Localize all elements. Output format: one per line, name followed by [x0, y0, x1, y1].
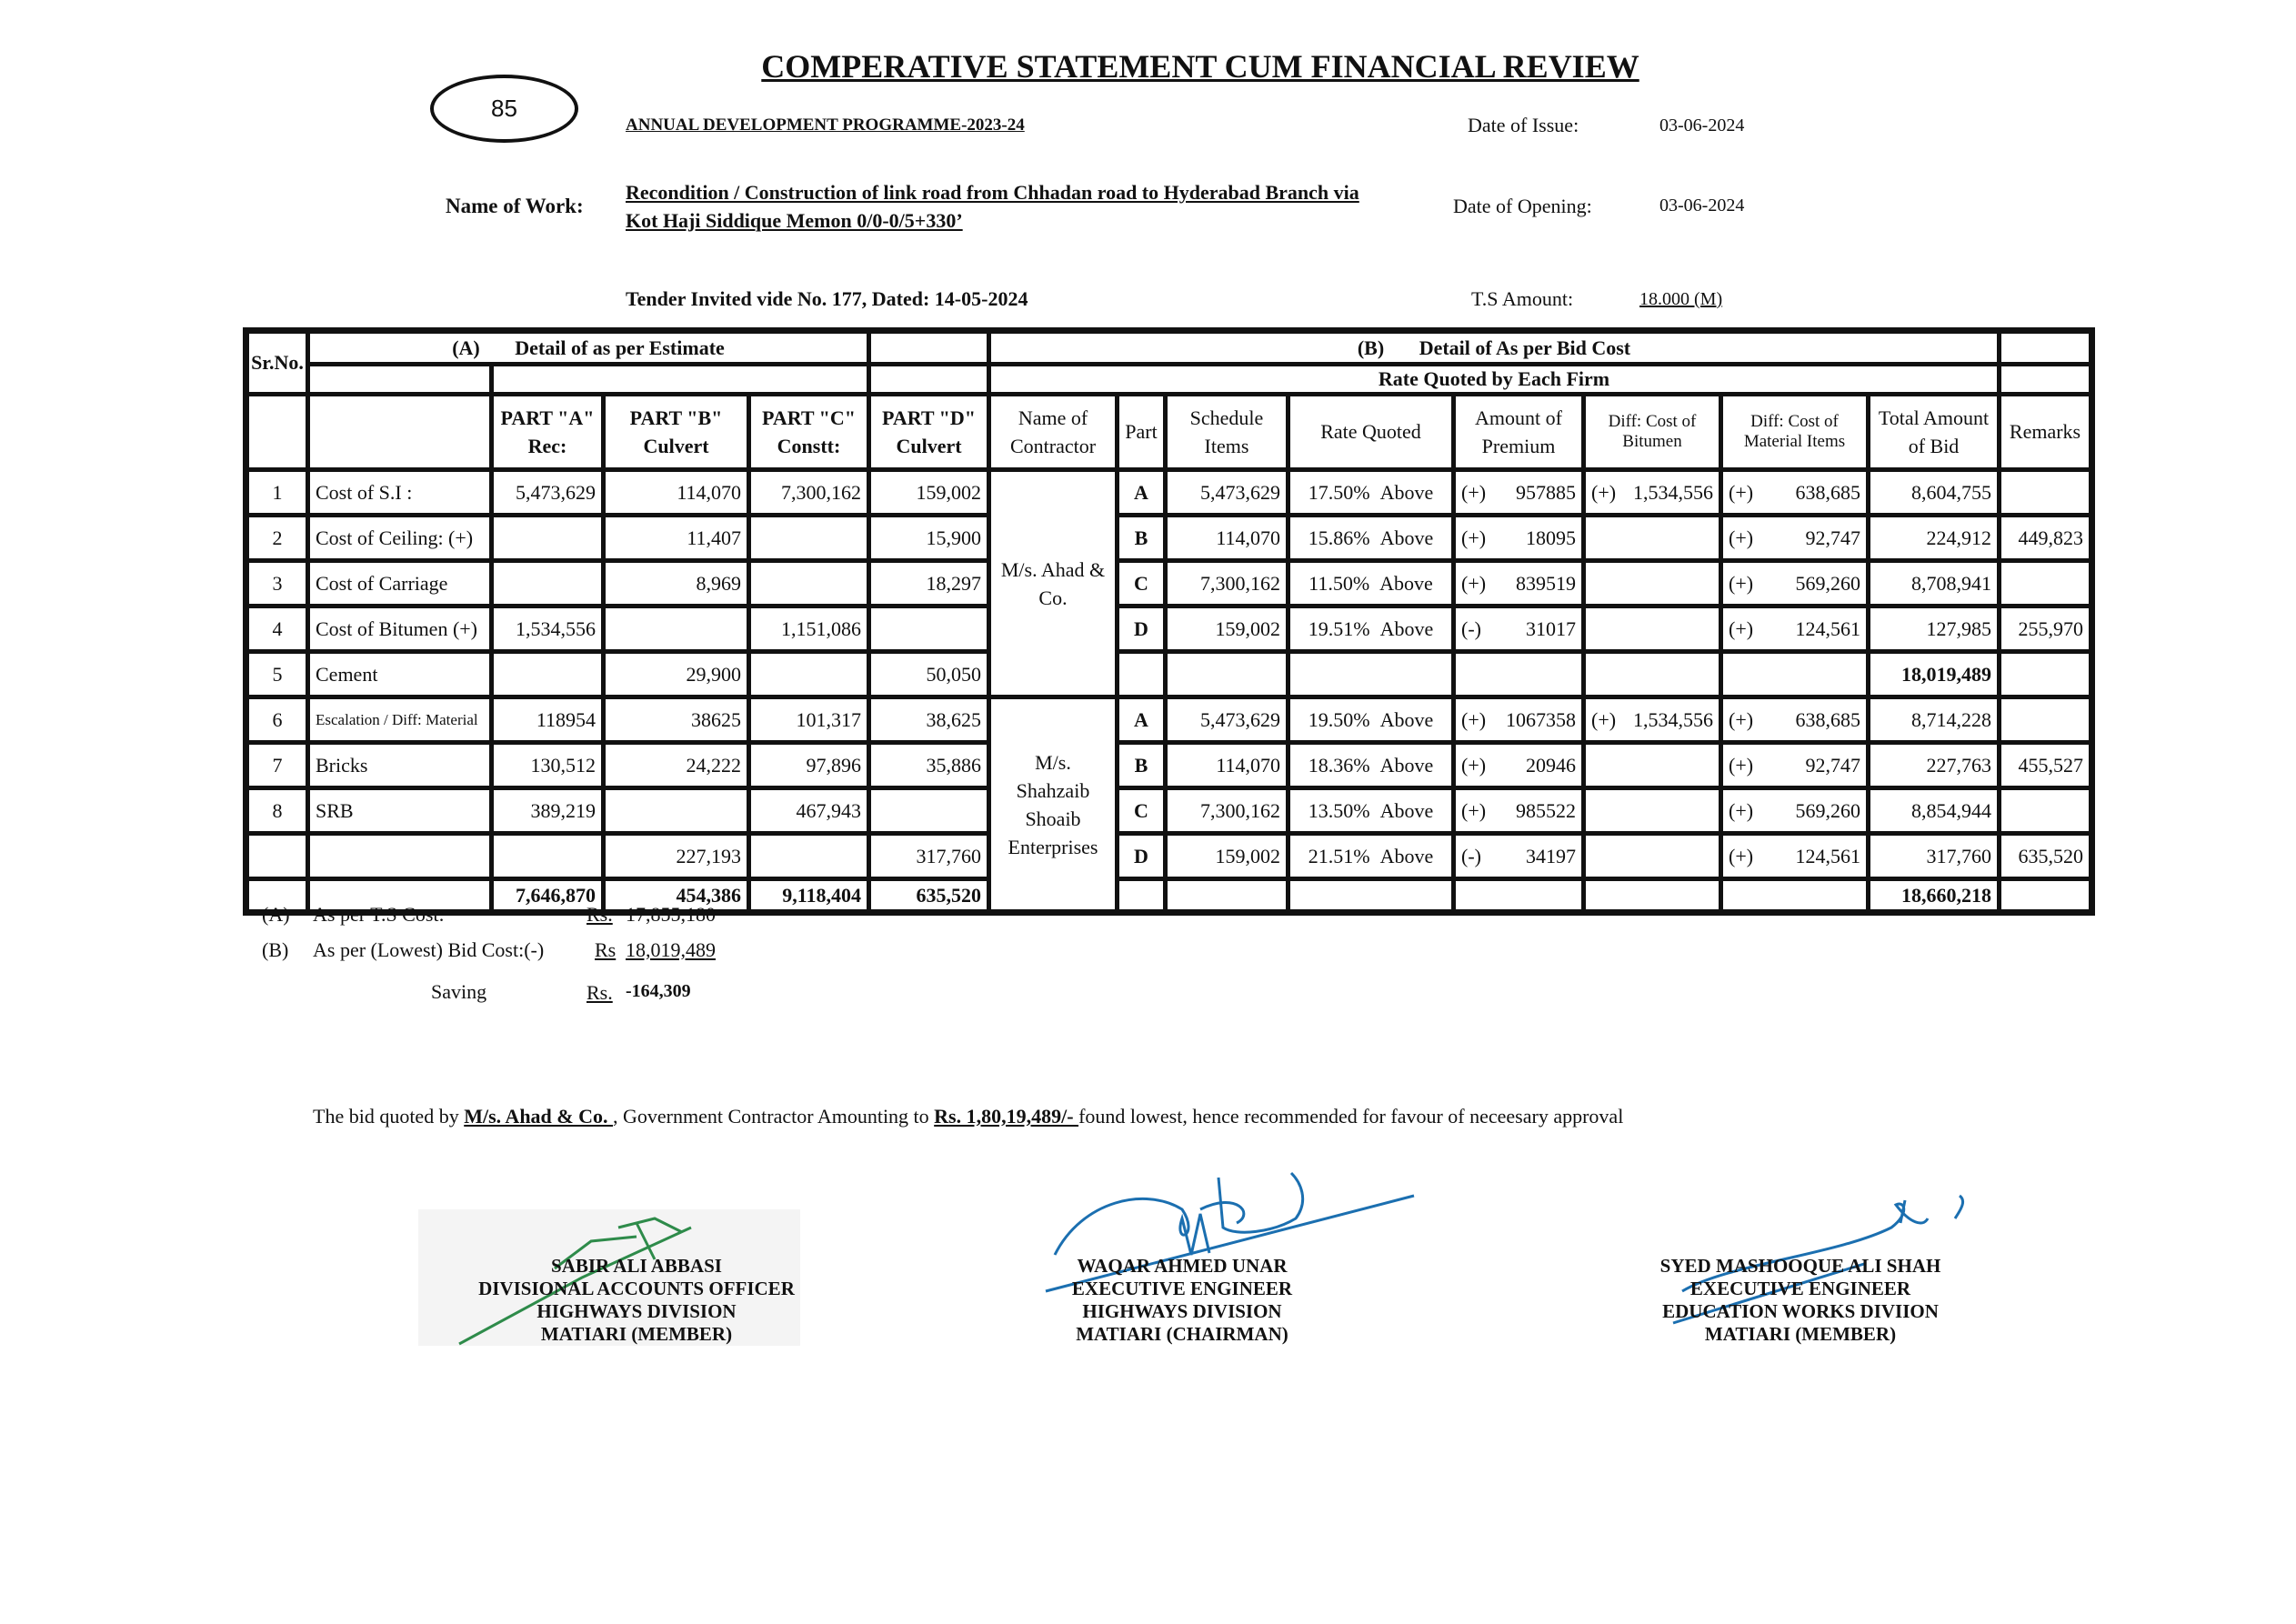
contractor-name: M/s. Shahzaib Shoaib Enterprises	[990, 698, 1116, 910]
col-part-a: PART "A" Rec:	[493, 396, 602, 468]
estimate-total-a: 7,646,870	[493, 880, 602, 910]
tender-reference: Tender Invited vide No. 177, Dated: 14-05-2024	[626, 287, 1028, 310]
bid-total-amount: 227,763	[1870, 744, 1998, 787]
bid-rate-quoted: 19.51% Above	[1289, 607, 1452, 650]
row-description: Cement	[309, 653, 490, 696]
bid-rate-quoted: 21.51% Above	[1289, 835, 1452, 877]
bid-remarks: 255,970	[2000, 607, 2090, 650]
bid-part: A	[1118, 471, 1164, 514]
bid-remarks: 449,823	[2000, 516, 2090, 559]
signatory-1: SABIR ALI ABBASI DIVISIONAL ACCOUNTS OFFICER HIGHWAYS DIVISION MATIARI (MEMBER)	[478, 1255, 795, 1345]
estimate-part-a: 1,534,556	[493, 607, 602, 650]
bid-amount-premium: (-) 31017	[1455, 607, 1582, 650]
row-sr-no: 8	[248, 789, 306, 832]
bid-part: C	[1118, 789, 1164, 832]
bid-schedule-items: 5,473,629	[1167, 698, 1287, 741]
estimate-part-d: 317,760	[870, 835, 988, 877]
bid-diff-bitumen: (+) 1,534,556	[1585, 698, 1719, 741]
row-description: Bricks	[309, 744, 490, 787]
bid-amount-premium: (+) 20946	[1455, 744, 1582, 787]
bid-amount-premium: (-) 34197	[1455, 835, 1582, 877]
date-of-issue-label: Date of Issue:	[1468, 114, 1579, 136]
ts-amount-label: T.S Amount:	[1471, 287, 1574, 310]
summary-a-rs: Rs.	[587, 903, 613, 926]
bid-diff-material: (+) 92,747	[1722, 516, 1867, 559]
estimate-part-b: 11,407	[605, 516, 747, 559]
bid-diff-material: (+) 638,685	[1722, 698, 1867, 741]
col-rate-quoted: Rate Quoted	[1289, 396, 1452, 468]
bid-diff-material: (+) 569,260	[1722, 789, 1867, 832]
estimate-part-b: 227,193	[605, 835, 747, 877]
row-description: SRB	[309, 789, 490, 832]
name-of-work-value: Recondition / Construction of link road from Chhadan road to Hyderabad Branch via Kot Haji Siddique Memon 0/0-0/5+330’	[626, 181, 1359, 232]
row-sr-no: 1	[248, 471, 306, 514]
col-schedule-items: Schedule Items	[1167, 396, 1287, 468]
bid-amount-premium: (+) 957885	[1455, 471, 1582, 514]
estimate-part-b: 29,900	[605, 653, 747, 696]
sr-no-header: Sr.No.	[248, 333, 306, 393]
bid-part: D	[1118, 835, 1164, 877]
section-b-header: (B) Detail of As per Bid Cost	[990, 333, 1998, 363]
col-amount-premium: Amount of Premium	[1455, 396, 1582, 468]
bid-rate-quoted: 18.36% Above	[1289, 744, 1452, 787]
estimate-part-d: 15,900	[870, 516, 988, 559]
row-description: Cost of Bitumen (+)	[309, 607, 490, 650]
estimate-part-b: 24,222	[605, 744, 747, 787]
bid-rate-quoted: 13.50% Above	[1289, 789, 1452, 832]
saving-label: Saving	[431, 980, 487, 1003]
bid-remarks: 455,527	[2000, 744, 2090, 787]
estimate-part-c: 1,151,086	[750, 607, 867, 650]
bid-rate-quoted: 19.50% Above	[1289, 698, 1452, 741]
bid-schedule-items: 114,070	[1167, 744, 1287, 787]
bid-diff-material: (+) 638,685	[1722, 471, 1867, 514]
bid-amount-premium: (+) 1067358	[1455, 698, 1582, 741]
saving-rs: Rs.	[587, 981, 613, 1004]
estimate-part-b: 38625	[605, 698, 747, 741]
bid-schedule-items: 114,070	[1167, 516, 1287, 559]
estimate-part-c: 467,943	[750, 789, 867, 832]
bid-total-amount: 8,714,228	[1870, 698, 1998, 741]
bid-schedule-items: 7,300,162	[1167, 562, 1287, 605]
row-sr-no: 6	[248, 698, 306, 741]
bid-rate-quoted: 17.50% Above	[1289, 471, 1452, 514]
rate-quoted-header: Rate Quoted by Each Firm	[990, 366, 1998, 393]
estimate-part-d: 38,625	[870, 698, 988, 741]
col-diff-bitumen: Diff: Cost of Bitumen	[1585, 396, 1719, 468]
date-of-opening-value: 03-06-2024	[1659, 195, 1745, 216]
document-title: COMPERATIVE STATEMENT CUM FINANCIAL REVIEW	[761, 48, 1639, 85]
section-a-header: (A) Detail of as per Estimate	[309, 333, 867, 363]
row-sr-no: 5	[248, 653, 306, 696]
summary-b-label: As per (Lowest) Bid Cost:(-)	[313, 938, 545, 961]
firm-grand-total: 18,660,218	[1870, 880, 1998, 910]
bid-amount-premium: (+) 985522	[1455, 789, 1582, 832]
date-of-opening-label: Date of Opening:	[1453, 195, 1592, 217]
name-of-work-label: Name of Work:	[446, 195, 584, 217]
bid-rate-quoted: 11.50% Above	[1289, 562, 1452, 605]
bid-part: D	[1118, 607, 1164, 650]
col-total-amount: Total Amount of Bid	[1870, 396, 1998, 468]
estimate-part-a: 389,219	[493, 789, 602, 832]
estimate-part-d: 18,297	[870, 562, 988, 605]
recommendation-text: The bid quoted by M/s. Ahad & Co. , Government Contractor Amounting to Rs. 1,80,19,489/- found lowest, hence recommended for favour of neceesary approval	[313, 1105, 1624, 1128]
signatory-3: SYED MASHOOQUE ALI SHAH EXECUTIVE ENGINEER EDUCATION WORKS DIVIION MATIARI (MEMBER)	[1659, 1255, 1941, 1345]
bid-schedule-items: 5,473,629	[1167, 471, 1287, 514]
row-sr-no: 3	[248, 562, 306, 605]
estimate-total-c: 9,118,404	[750, 880, 867, 910]
bid-total-amount: 8,854,944	[1870, 789, 1998, 832]
bid-part: B	[1118, 516, 1164, 559]
estimate-total-d: 635,520	[870, 880, 988, 910]
col-part-c: PART "C" Constt:	[750, 396, 867, 468]
bid-total-amount: 224,912	[1870, 516, 1998, 559]
bid-amount-premium: (+) 839519	[1455, 562, 1582, 605]
bid-total-amount: 8,708,941	[1870, 562, 1998, 605]
contractor-name: M/s. Ahad & Co.	[990, 471, 1116, 696]
estimate-part-d: 35,886	[870, 744, 988, 787]
estimate-part-a: 118954	[493, 698, 602, 741]
row-sr-no: 4	[248, 607, 306, 650]
estimate-part-b: 114,070	[605, 471, 747, 514]
bid-remarks: 635,520	[2000, 835, 2090, 877]
ts-amount-value: 18.000 (M)	[1639, 289, 1723, 309]
col-remarks: Remarks	[2000, 396, 2090, 468]
bid-schedule-items: 159,002	[1167, 835, 1287, 877]
row-description: Cost of S.I :	[309, 471, 490, 514]
estimate-part-b: 8,969	[605, 562, 747, 605]
estimate-part-a: 130,512	[493, 744, 602, 787]
signatory-2: WAQAR AHMED UNAR EXECUTIVE ENGINEER HIGHWAYS DIVISION MATIARI (CHAIRMAN)	[1071, 1255, 1293, 1345]
date-of-issue-value: 03-06-2024	[1659, 115, 1745, 135]
row-description: Escalation / Diff: Material	[309, 698, 490, 741]
summary-a-label: As per T.S Cost:	[313, 903, 445, 926]
summary-a-letter: (A)	[262, 903, 290, 926]
bid-part: A	[1118, 698, 1164, 741]
estimate-part-d: 50,050	[870, 653, 988, 696]
estimate-part-c: 97,896	[750, 744, 867, 787]
page-number-badge: 85	[430, 75, 578, 143]
bid-total-amount: 317,760	[1870, 835, 1998, 877]
summary-b-rs: Rs	[595, 938, 617, 961]
row-description: Cost of Carriage	[309, 562, 490, 605]
summary-b-value: 18,019,489	[626, 938, 716, 961]
summary-b-letter: (B)	[262, 938, 289, 961]
row-description: Cost of Ceiling: (+)	[309, 516, 490, 559]
bid-diff-material: (+) 124,561	[1722, 835, 1867, 877]
bid-schedule-items: 159,002	[1167, 607, 1287, 650]
estimate-total-b: 454,386	[605, 880, 747, 910]
col-part: Part	[1118, 396, 1164, 468]
bid-diff-material: (+) 124,561	[1722, 607, 1867, 650]
bid-diff-bitumen: (+) 1,534,556	[1585, 471, 1719, 514]
col-contractor: Name of Contractor	[990, 396, 1116, 468]
programme-label: ANNUAL DEVELOPMENT PROGRAMME-2023-24	[626, 115, 1025, 135]
firm-grand-total: 18,019,489	[1870, 653, 1998, 696]
bid-part: C	[1118, 562, 1164, 605]
row-sr-no: 2	[248, 516, 306, 559]
summary-a-value: 17,855,180	[626, 903, 716, 926]
bid-amount-premium: (+) 18095	[1455, 516, 1582, 559]
bid-schedule-items: 7,300,162	[1167, 789, 1287, 832]
bid-total-amount: 127,985	[1870, 607, 1998, 650]
estimate-part-c: 101,317	[750, 698, 867, 741]
col-diff-material: Diff: Cost of Material Items	[1722, 396, 1867, 468]
estimate-part-d: 159,002	[870, 471, 988, 514]
bid-rate-quoted: 15.86% Above	[1289, 516, 1452, 559]
bid-part: B	[1118, 744, 1164, 787]
saving-value: -164,309	[626, 981, 691, 1001]
col-part-d: PART "D" Culvert	[870, 396, 988, 468]
row-sr-no: 7	[248, 744, 306, 787]
bid-diff-material: (+) 92,747	[1722, 744, 1867, 787]
estimate-part-c: 7,300,162	[750, 471, 867, 514]
estimate-part-a: 5,473,629	[493, 471, 602, 514]
bid-total-amount: 8,604,755	[1870, 471, 1998, 514]
col-part-b: PART "B" Culvert	[605, 396, 747, 468]
bid-diff-material: (+) 569,260	[1722, 562, 1867, 605]
